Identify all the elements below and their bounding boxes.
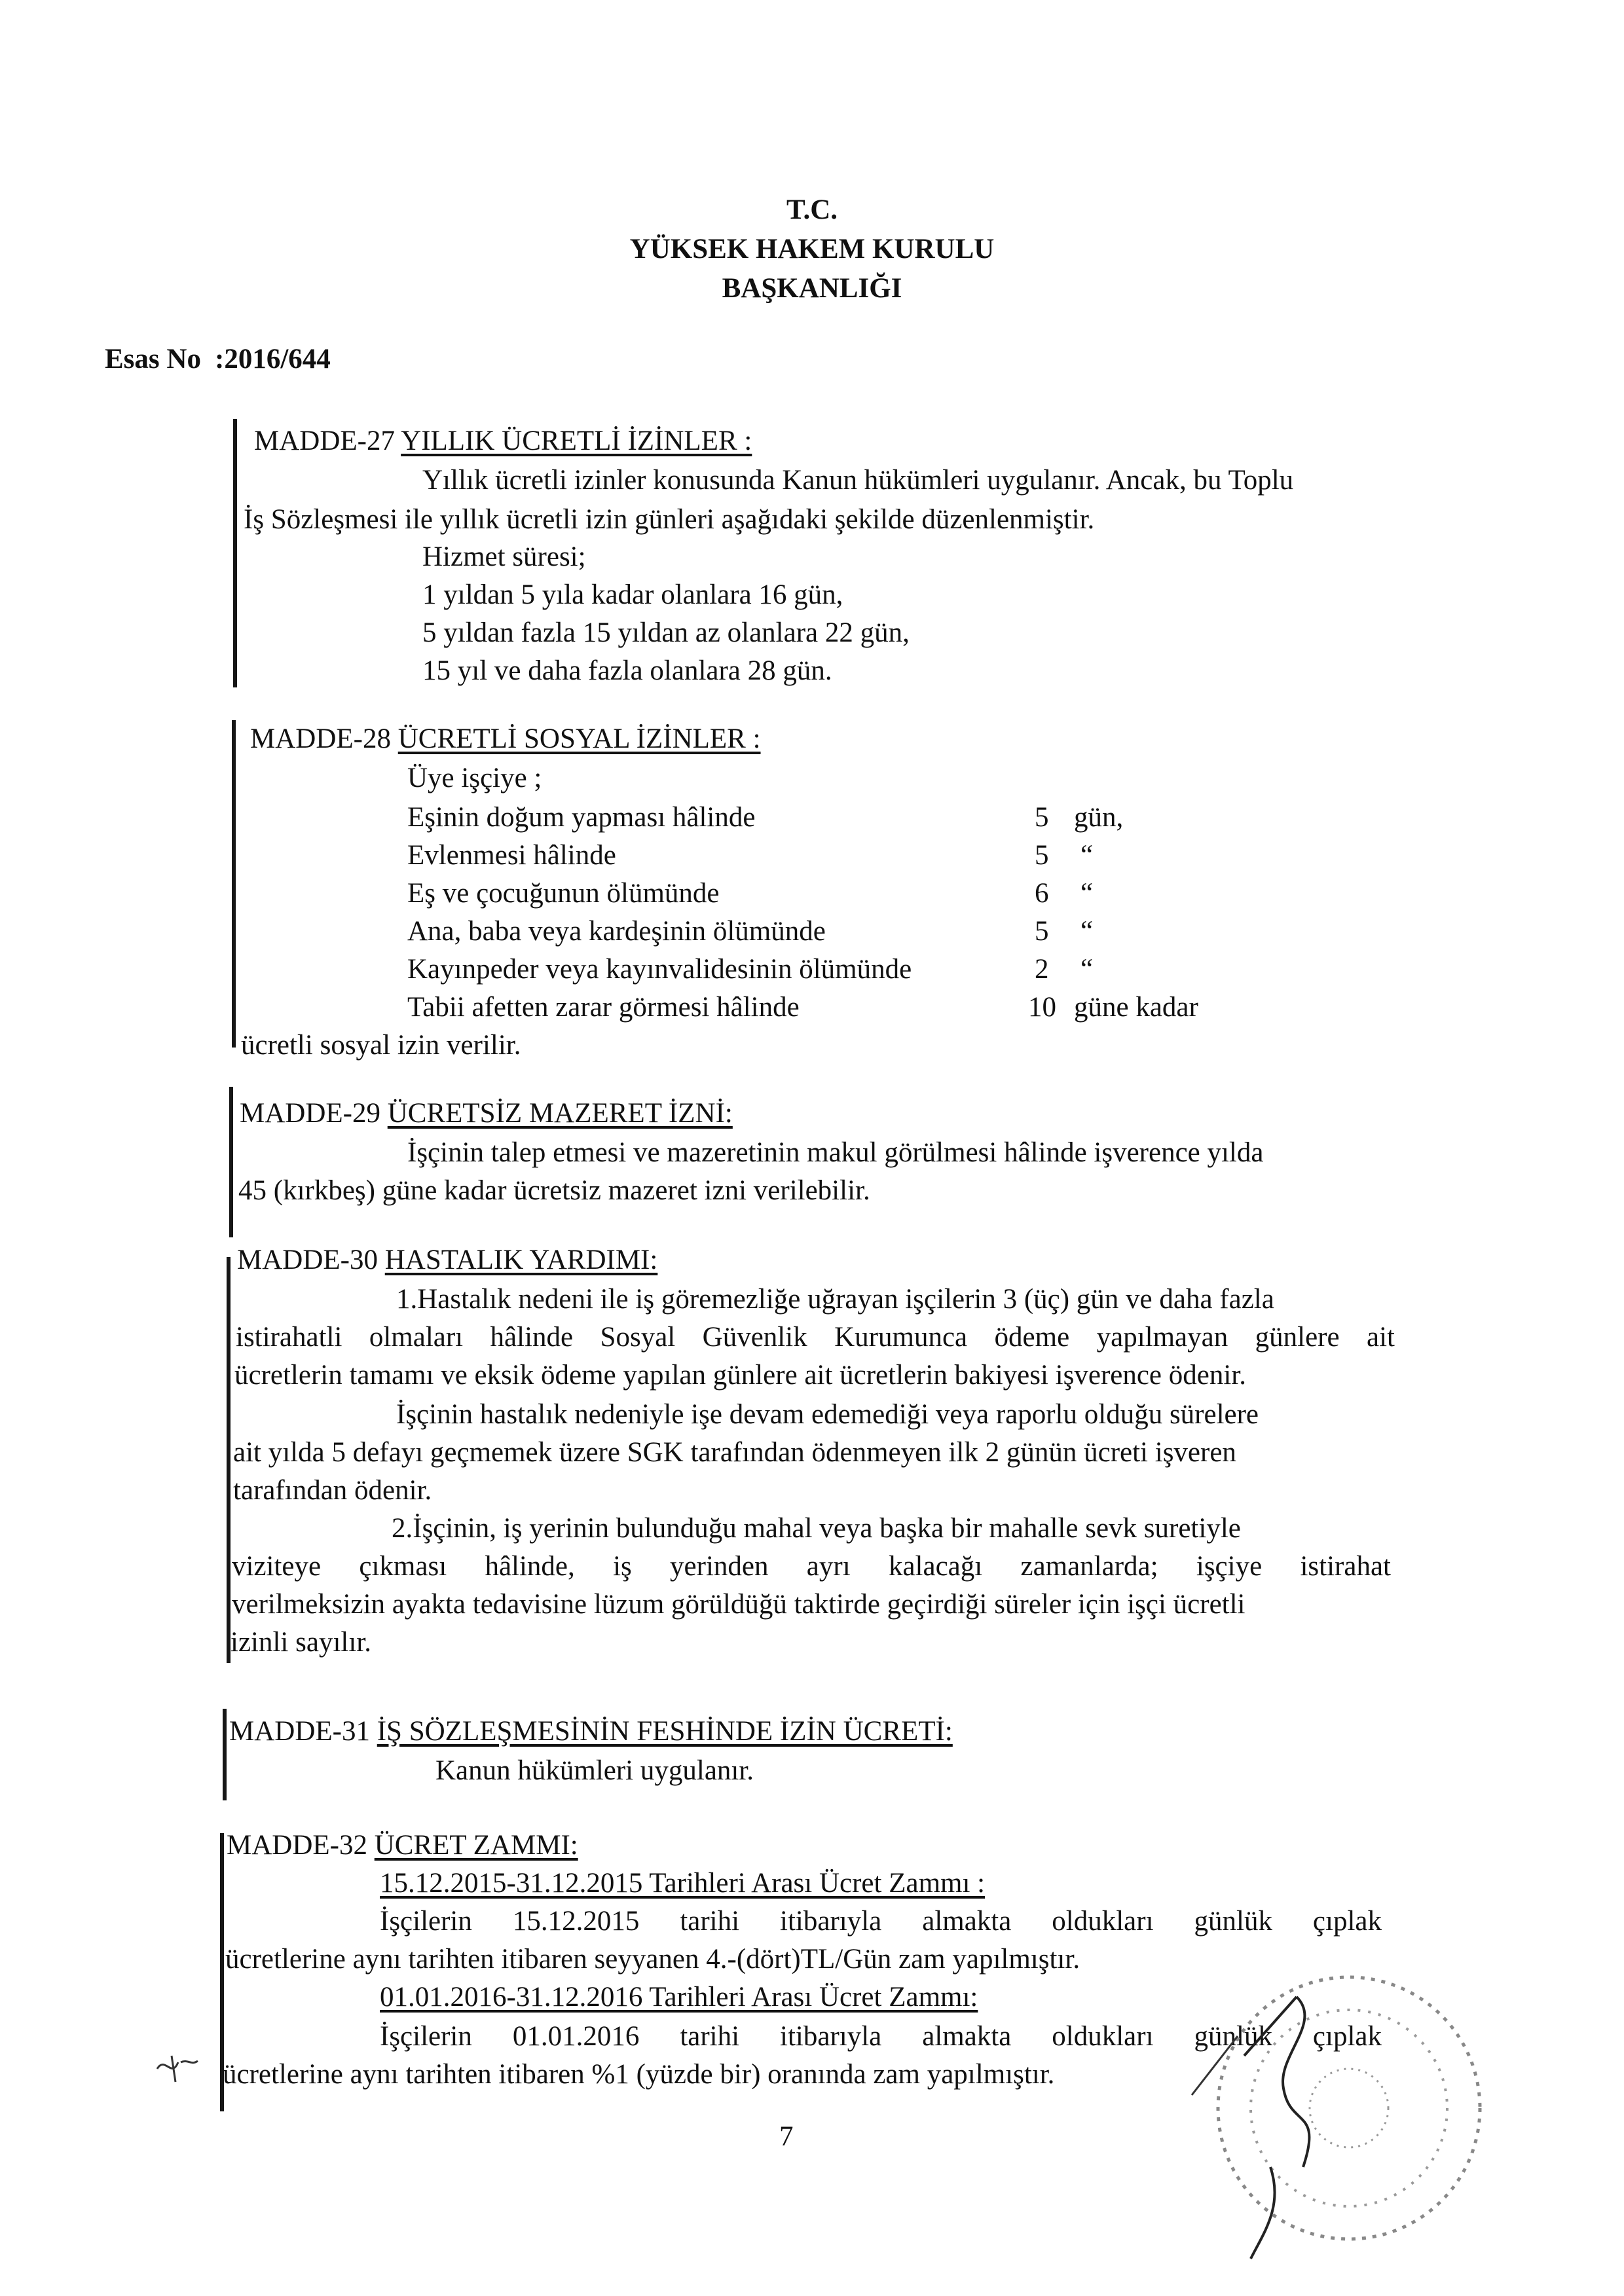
header-presidency: BAŞKANLIĞI — [722, 273, 902, 304]
madde-30-line: verilmeksizin ayakta tedavisine lüzum görüldüğü taktirde geçirdiği süreler için işçi ücretli — [232, 1589, 1246, 1620]
madde-28-row-days: 2 — [1035, 954, 1049, 985]
madde-31-heading — [229, 1713, 953, 1750]
madde-28-title: ÜCRETLİ SOSYAL İZİNLER : — [397, 723, 761, 754]
madde-31-code: MADDE-31 — [229, 1716, 377, 1747]
initials-mark — [152, 2043, 204, 2088]
madde-32-line: ücretlerine aynı tarihten itibaren seyyanen 4.-(dört)TL/Gün zam yapılmıştır. — [225, 1944, 1080, 1975]
madde-27-list-item: Hizmet süresi; — [422, 541, 586, 572]
madde-28-row-days: 6 — [1035, 878, 1049, 909]
madde-28-row-unit: “ — [1080, 878, 1094, 909]
madde-29-line: 45 (kırkbeş) güne kadar ücretsiz mazeret izni verilebilir. — [238, 1175, 870, 1206]
madde-30-line: viziteye çıkması hâlinde, iş yerinden ayrı kalacağı zamanlarda; işçiye istirahat — [232, 1551, 1391, 1582]
madde-30-line: tarafından ödenir. — [233, 1475, 432, 1506]
margin-bar — [229, 1087, 233, 1237]
madde-32-subheading: 01.01.2016-31.12.2016 Tarihleri Arası Ücret Zammı: — [380, 1982, 978, 2013]
madde-30-line: İşçinin hastalık nedeniyle işe devam edemediği veya raporlu olduğu sürelere — [396, 1399, 1259, 1430]
madde-28-row-unit: “ — [1080, 840, 1094, 871]
madde-32-line: ücretlerine aynı tarihten itibaren %1 (yüzde bir) oranında zam yapılmıştır. — [223, 2059, 1055, 2090]
official-stamp — [1166, 1958, 1506, 2272]
madde-28-row-days: 5 — [1035, 802, 1049, 833]
madde-27-paragraph-line: Yıllık ücretli izinler konusunda Kanun hükümleri uygulanır. Ancak, bu Toplu — [422, 465, 1294, 496]
madde-27-code: MADDE-27 — [254, 426, 401, 456]
madde-28-row-days: 5 — [1035, 916, 1049, 947]
madde-28-row-unit: “ — [1080, 954, 1094, 985]
madde-32-heading — [227, 1827, 578, 1864]
madde-29-title: ÜCRETSİZ MAZERET İZNİ: — [387, 1098, 733, 1129]
madde-32-title: ÜCRET ZAMMI: — [374, 1830, 578, 1861]
madde-30-line: izinli sayılır. — [231, 1627, 371, 1658]
madde-28-row-label: Tabii afetten zarar görmesi hâlinde — [407, 992, 800, 1023]
madde-27-list-item: 1 yıldan 5 yıla kadar olanlara 16 gün, — [422, 579, 843, 610]
madde-30-title: HASTALIK YARDIMI: — [384, 1245, 658, 1275]
madde-27-list-item: 5 yıldan fazla 15 yıldan az olanlara 22 gün, — [422, 617, 910, 648]
madde-28-row-days: 5 — [1035, 840, 1049, 871]
madde-28-row-unit: gün, — [1074, 802, 1124, 833]
margin-bar — [232, 720, 236, 1048]
madde-28-code: MADDE-28 — [250, 723, 398, 754]
madde-28-row-label: Ana, baba veya kardeşinin ölümünde — [407, 916, 826, 947]
madde-28-row-days: 10 — [1028, 992, 1056, 1023]
madde-29-line: İşçinin talep etmesi ve mazeretinin makul görülmesi hâlinde işverence yılda — [407, 1137, 1264, 1168]
madde-28-row-label: Kayınpeder veya kayınvalidesinin ölümünde — [407, 954, 912, 985]
madde-27-paragraph-line: İş Sözleşmesi ile yıllık ücretli izin günleri aşağıdaki şekilde düzenlenmiştir. — [244, 504, 1095, 535]
margin-bar — [227, 1257, 231, 1663]
madde-28-row-label: Eşinin doğum yapması hâlinde — [407, 802, 756, 833]
madde-28-row-label: Evlenmesi hâlinde — [407, 840, 616, 871]
madde-29-code: MADDE-29 — [240, 1098, 388, 1129]
madde-30-line: istirahatli olmaları hâlinde Sosyal Güvenlik Kurumunca ödeme yapılmayan günlere ait — [236, 1322, 1395, 1353]
madde-28-outro: ücretli sosyal izin verilir. — [241, 1030, 521, 1061]
madde-27-heading — [254, 422, 752, 460]
margin-bar — [233, 419, 237, 687]
madde-30-line: ait yılda 5 defayı geçmemek üzere SGK tarafından ödenmeyen ilk 2 günün ücreti işveren — [233, 1437, 1236, 1468]
madde-30-line: 1.Hastalık nedeni ile iş göremezliğe uğrayan işçilerin 3 (üç) gün ve daha fazla — [396, 1284, 1274, 1315]
madde-28-heading — [250, 720, 761, 757]
madde-32-code: MADDE-32 — [227, 1830, 375, 1861]
madde-32-line: İşçilerin 15.12.2015 tarihi itibarıyla almakta oldukları günlük çıplak — [380, 1906, 1382, 1937]
madde-31-title: İŞ SÖZLEŞMESİNİN FESHİNDE İZİN ÜCRETİ: — [377, 1716, 953, 1747]
header-institution: YÜKSEK HAKEM KURULU — [629, 234, 995, 264]
madde-32-subheading: 15.12.2015-31.12.2015 Tarihleri Arası Ücret Zammı : — [380, 1868, 986, 1899]
madde-29-heading — [240, 1095, 733, 1132]
page-number: 7 — [779, 2121, 794, 2152]
madde-30-code: MADDE-30 — [237, 1245, 385, 1275]
madde-28-row-unit: “ — [1080, 916, 1094, 947]
madde-27-list-item: 15 yıl ve daha fazla olanlara 28 gün. — [422, 655, 832, 686]
margin-bar — [223, 1709, 227, 1800]
madde-28-row-unit: güne kadar — [1074, 992, 1198, 1023]
madde-30-heading — [237, 1241, 657, 1279]
madde-28-intro: Üye işçiye ; — [407, 763, 542, 793]
madde-31-line: Kanun hükümleri uygulanır. — [435, 1755, 754, 1786]
header-tc: T.C. — [786, 194, 838, 225]
esas-label: Esas No — [105, 344, 201, 374]
madde-27-title: YILLIK ÜCRETLİ İZİNLER : — [401, 426, 752, 456]
madde-30-line: ücretlerin tamamı ve eksik ödeme yapılan günlere ait ücretlerin bakiyesi işverence ödenir. — [234, 1360, 1246, 1391]
madde-30-line: 2.İşçinin, iş yerinin bulunduğu mahal veya başka bir mahalle sevk suretiyle — [392, 1513, 1241, 1544]
esas-value: :2016/644 — [215, 344, 331, 374]
madde-32-line: İşçilerin 01.01.2016 tarihi itibarıyla almakta oldukları günlük çıplak — [380, 2021, 1382, 2052]
madde-28-row-label: Eş ve çocuğunun ölümünde — [407, 878, 720, 909]
